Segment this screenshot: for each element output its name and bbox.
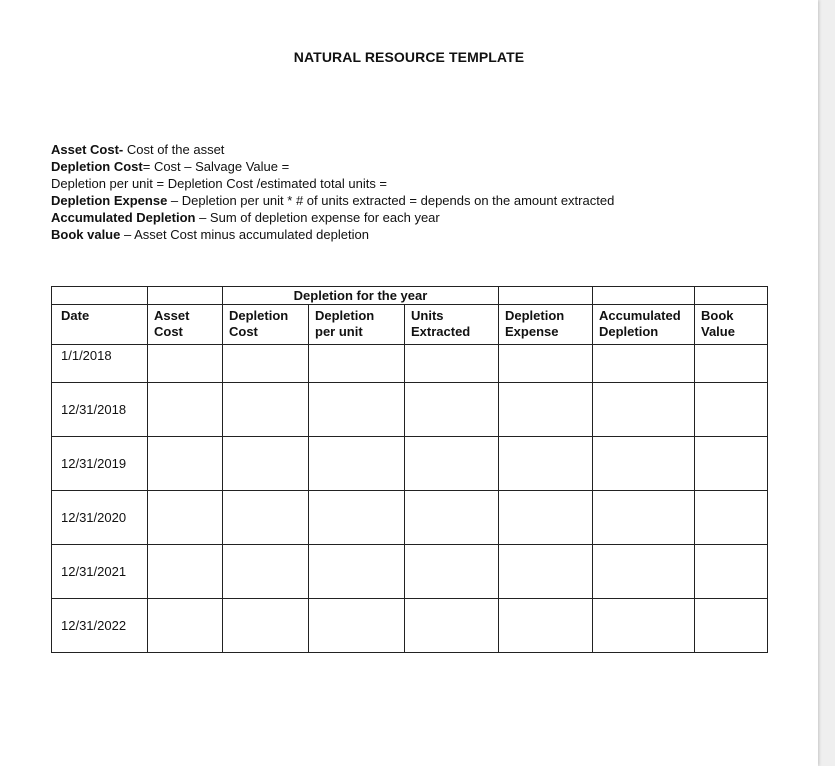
table-cell [405,437,499,491]
definition-depletion-expense [51,192,614,209]
column-header-label: Expense [505,324,559,339]
definition-text: Depletion per unit = Depletion Cost /estimated total units = [51,176,388,191]
table-cell [593,383,695,437]
table-row [52,545,768,599]
table-cell [695,491,768,545]
definition-term: Asset Cost- [51,142,124,157]
group-header-depletion-for-year: Depletion for the year [223,287,499,305]
date-cell: 12/31/2018 [52,383,148,437]
table-cell [148,383,223,437]
table-cell [499,491,593,545]
table-cell [695,345,768,383]
table-group-header-row [52,287,768,305]
column-header-label: Extracted [411,324,471,339]
table-cell [148,437,223,491]
table-cell [223,345,309,383]
table-header-row [52,305,768,345]
table-cell [309,491,405,545]
definition-text: Cost of the asset [123,142,225,157]
table-cell [695,437,768,491]
table-cell [593,545,695,599]
column-header-label: Date [61,308,90,323]
table-cell [148,599,223,653]
table-cell [223,599,309,653]
column-header-accumulated-depletion [593,305,695,345]
table-cell [499,437,593,491]
table-cell [695,599,768,653]
page-title: NATURAL RESOURCE TEMPLATE [293,49,525,65]
table-cell [405,599,499,653]
table-cell [593,437,695,491]
column-header-label: Book [701,308,734,323]
table-cell [52,287,148,305]
table-cell [405,383,499,437]
table-cell [223,491,309,545]
table-cell [309,599,405,653]
definition-depletion-per-unit [51,175,614,192]
depletion-table [51,286,768,653]
column-header-asset-cost [148,305,223,345]
column-header-label: Depletion [505,308,565,323]
column-header-depletion-per-unit [309,305,405,345]
table-cell [223,383,309,437]
date-cell: 1/1/2018 [52,345,148,383]
definition-accumulated-depletion [51,209,614,226]
definition-depletion-cost [51,158,614,175]
table-cell [499,287,593,305]
table-cell [593,491,695,545]
table-row [52,599,768,653]
table-cell [695,545,768,599]
table-cell [593,599,695,653]
column-header-book-value [695,305,768,345]
column-header-label: Cost [154,324,183,339]
table-cell [405,345,499,383]
table-cell [148,345,223,383]
table-cell [223,545,309,599]
definition-term: Book value [51,227,121,242]
column-header-label: per unit [315,324,363,339]
table-cell [148,545,223,599]
table-cell [148,287,223,305]
definition-text: = Cost – Salvage Value = [142,159,290,174]
column-header-label: Depletion [599,324,659,339]
column-header-label: Cost [229,324,258,339]
table-row [52,437,768,491]
table-cell [309,545,405,599]
table-row [52,491,768,545]
table-cell [405,545,499,599]
column-header-depletion-cost [223,305,309,345]
table-cell [695,287,768,305]
table-cell [309,345,405,383]
column-header-date [52,305,148,345]
column-header-depletion-expense [499,305,593,345]
column-header-units-extracted [405,305,499,345]
column-header-label: Units [411,308,444,323]
table-row [52,383,768,437]
table-cell [223,437,309,491]
table-cell [593,345,695,383]
definition-book-value [51,226,614,243]
definition-term: Accumulated Depletion [51,210,196,225]
table-cell [499,345,593,383]
column-header-label: Depletion [229,308,289,323]
table-cell [499,383,593,437]
definition-text: – Depletion per unit * # of units extracted = depends on the amount extracted [167,193,615,208]
column-header-label: Depletion [315,308,375,323]
table-cell [499,599,593,653]
table-cell [309,437,405,491]
date-cell: 12/31/2020 [52,491,148,545]
column-header-label: Accumulated [599,308,681,323]
definition-text: – Asset Cost minus accumulated depletion [120,227,369,242]
definition-asset-cost [51,141,614,158]
table-cell [695,383,768,437]
date-cell: 12/31/2021 [52,545,148,599]
table-cell [309,383,405,437]
column-header-label: Asset [154,308,190,323]
table-cell [593,287,695,305]
column-header-label: Value [701,324,735,339]
table-cell [499,545,593,599]
table-cell [405,491,499,545]
date-cell: 12/31/2022 [52,599,148,653]
table-row [52,345,768,383]
date-cell: 12/31/2019 [52,437,148,491]
definition-term: Depletion Expense [51,193,168,208]
definition-term: Depletion Cost [51,159,143,174]
definitions-block [51,141,614,243]
definition-text: – Sum of depletion expense for each year [195,210,440,225]
table-cell [148,491,223,545]
